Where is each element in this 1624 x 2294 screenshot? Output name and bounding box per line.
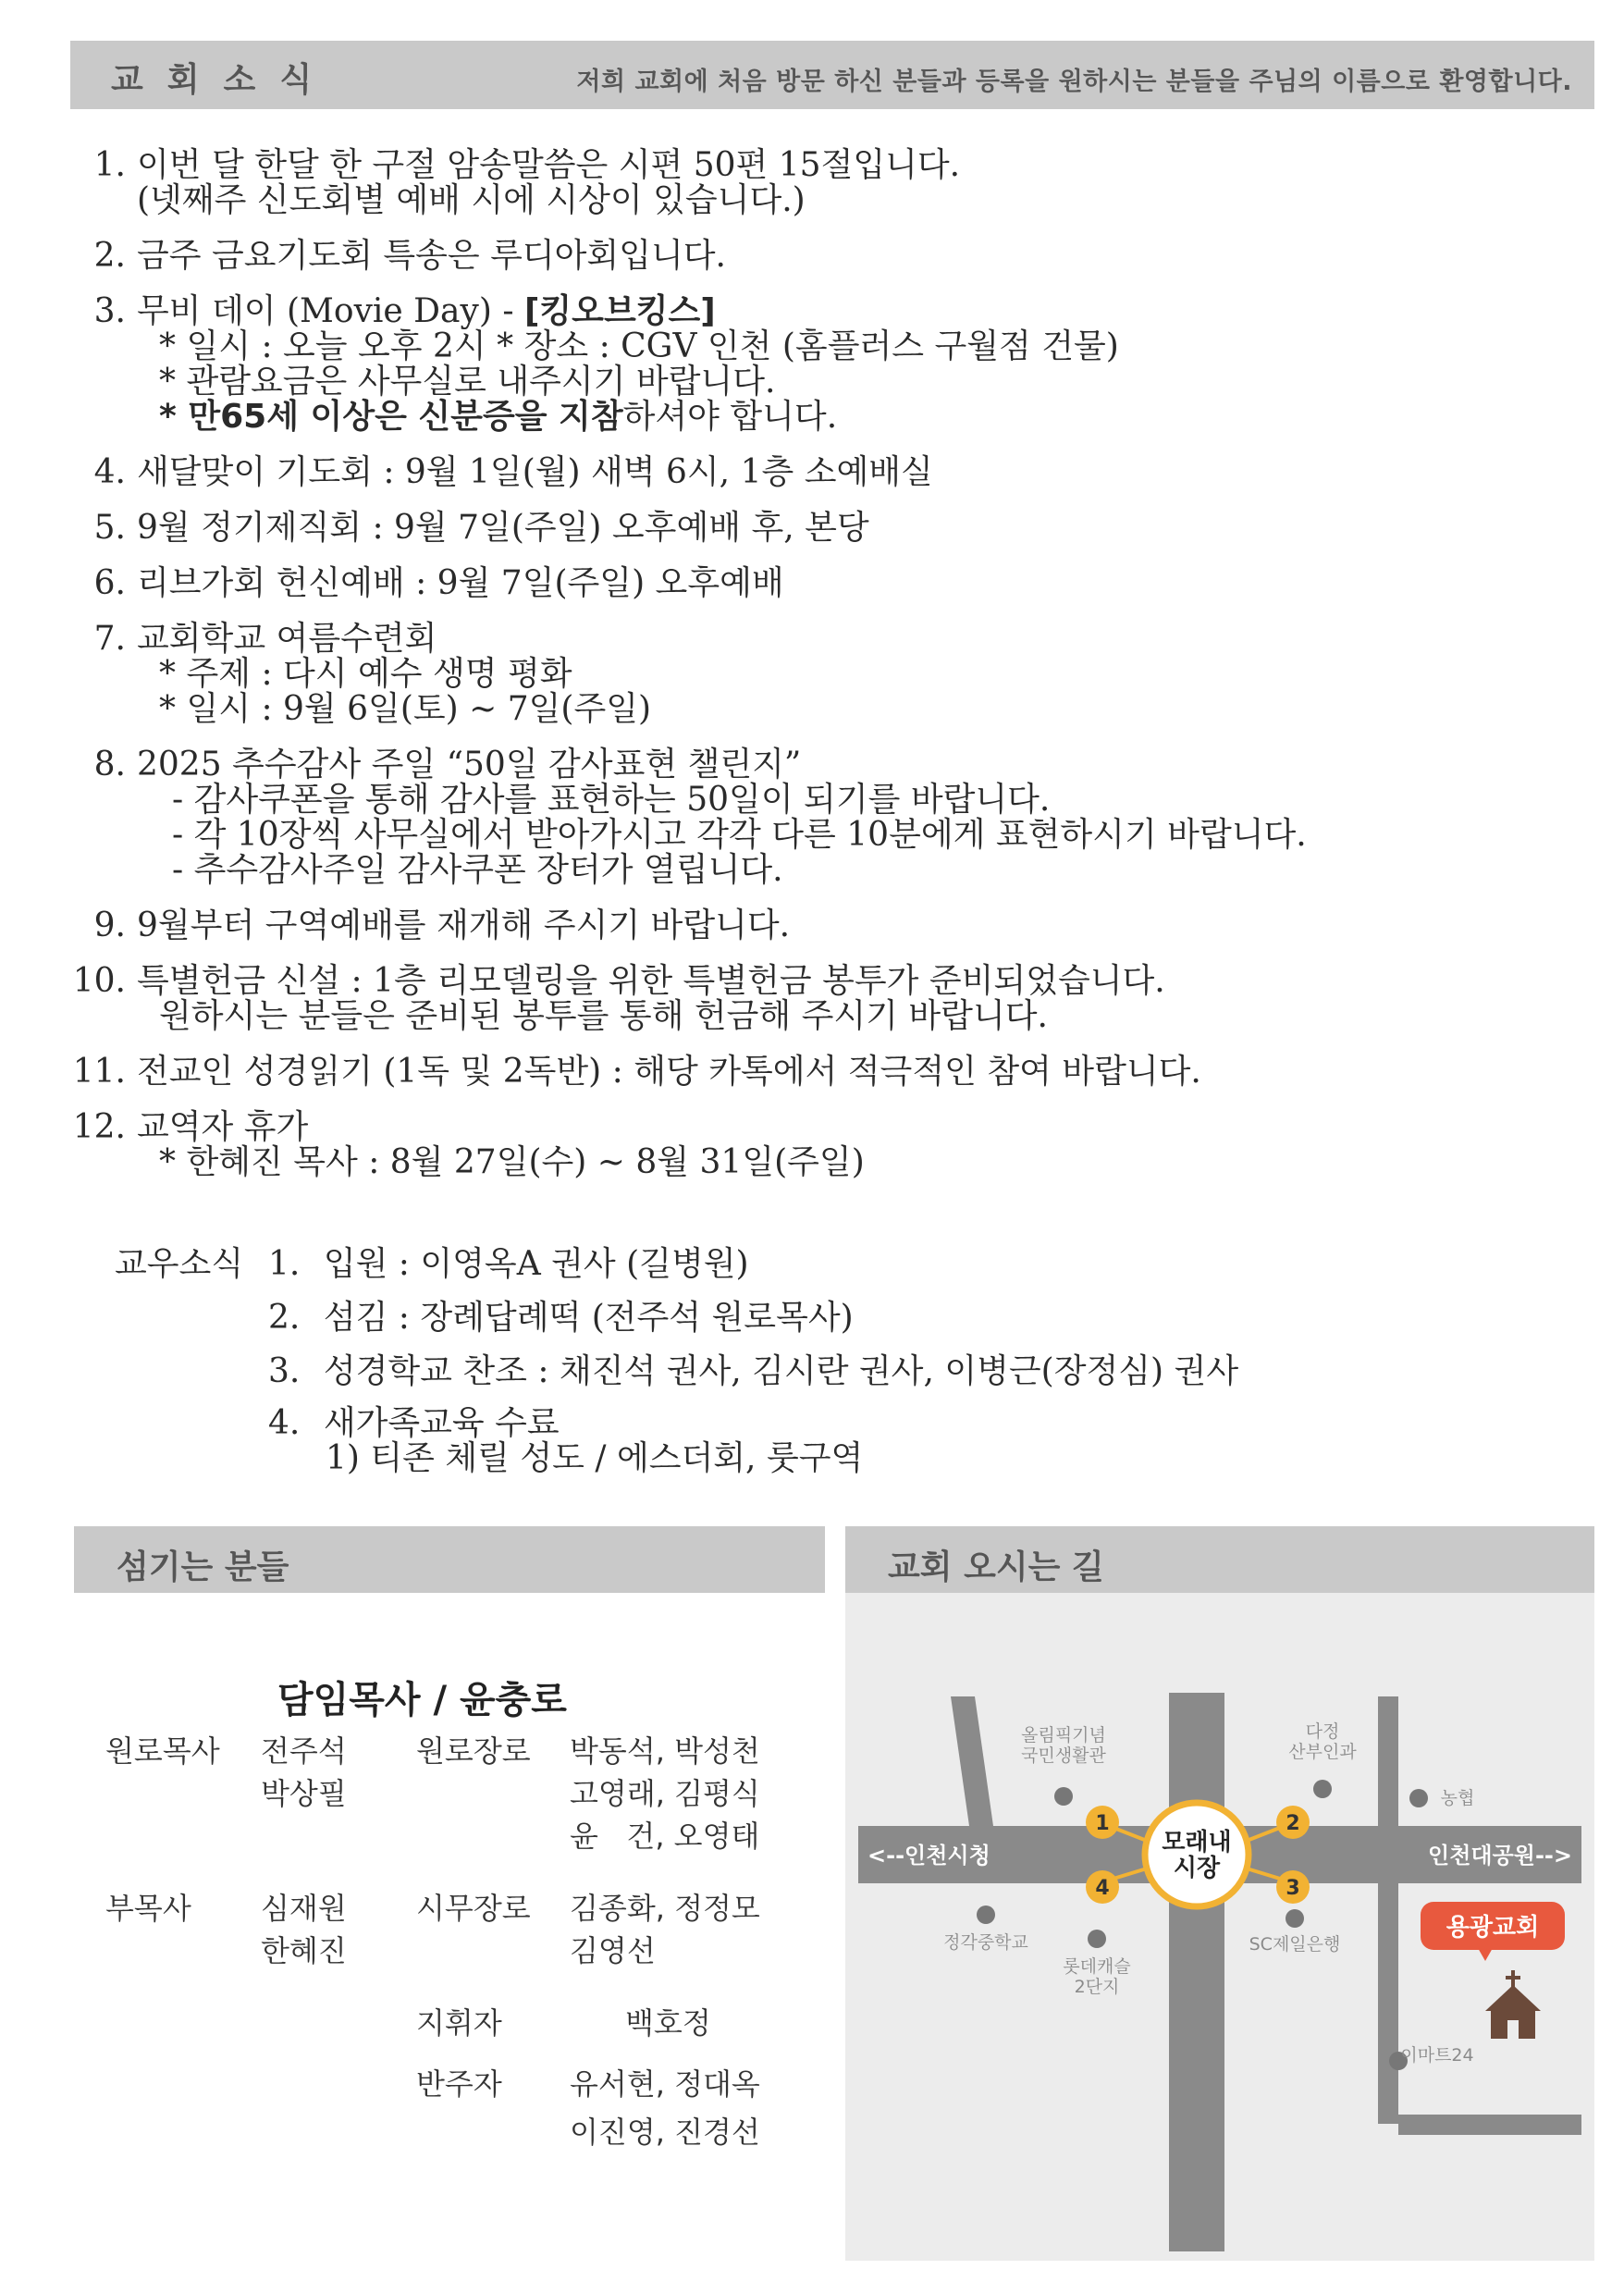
active-elder-names: 김영선 — [570, 1933, 656, 1968]
market-label-line1: 모래내 — [1162, 1829, 1232, 1856]
item-number: 10. — [72, 962, 126, 1000]
item-text: * 일시 : 오늘 오후 2시 * 장소 : CGV 인천 (홈플러스 구월점 건물) — [159, 327, 1119, 365]
associate-pastor-name: 한혜진 — [261, 1933, 347, 1968]
item-number: 2. — [93, 237, 126, 275]
accompanist-names: 유서현, 정대옥 — [570, 2066, 760, 2102]
item-text: 무비 데이 (Movie Day) - — [137, 292, 524, 330]
item-text: * 주제 : 다시 예수 생명 평화 — [159, 655, 572, 693]
senior-pastor: 담임목사 / 윤충로 — [277, 1679, 567, 1721]
item-text: 2025 추수감사 주일 “50일 감사표현 챌린지” — [137, 746, 802, 783]
landmark-lotte: 롯데캐슬 — [1063, 1956, 1131, 1977]
item-text: 하셔야 합니다. — [622, 398, 838, 436]
church-badge-pointer — [1478, 1948, 1493, 1961]
member-news-label: 교우소식 — [115, 1245, 244, 1283]
emeritus-elder-label: 원로장로 — [416, 1733, 531, 1769]
item-number: 2. — [268, 1299, 301, 1337]
item-number: 7. — [93, 620, 126, 658]
emeritus-elder-names: 윤 건, 오영태 — [570, 1819, 760, 1854]
marker-4-label: 4 — [1095, 1877, 1110, 1900]
item-text: * 일시 : 9월 6일(토) ~ 7일(주일) — [159, 690, 652, 728]
directions-header-bar — [845, 1526, 1594, 1593]
item-text: 전교인 성경읽기 (1독 및 2독반) : 해당 카톡에서 적극적인 참여 바랍니다. — [137, 1053, 1201, 1091]
item-text: - 각 10장씩 사무실에서 받아가시고 각각 다른 10분에게 표현하시기 바랍니다. — [172, 816, 1307, 854]
movie-title: [킹오브킹스] — [523, 292, 716, 330]
welcome-message: 저희 교회에 처음 방문 하신 분들과 등록을 원하시는 분들을 주님의 이름으로 환영합니다. — [576, 68, 1572, 96]
emeritus-pastor-name: 전주석 — [261, 1733, 347, 1769]
landmark-dot — [1286, 1909, 1304, 1928]
active-elder-label: 시무장로 — [416, 1891, 531, 1926]
landmark-dajeong: 다정 — [1305, 1721, 1340, 1742]
landmark-dot — [1088, 1930, 1106, 1948]
map-roads — [858, 1693, 1581, 2251]
landmark-olympic: 올림픽기념 — [1021, 1725, 1106, 1745]
item-number: 3. — [268, 1352, 301, 1390]
landmark-emart: 이마트24 — [1400, 2045, 1474, 2066]
item-text: (넷째주 신도회별 예배 시에 시상이 있습니다.) — [137, 181, 806, 219]
map-drawing — [845, 1593, 1594, 2261]
east-branch-road — [1398, 2115, 1581, 2135]
item-number: 9. — [93, 906, 126, 944]
item-number: 11. — [72, 1053, 126, 1091]
item-text: 이번 달 한달 한 구절 암송말씀은 시편 50편 15절입니다. — [137, 146, 961, 184]
landmark-dot — [1313, 1780, 1332, 1798]
item-number: 12. — [72, 1108, 126, 1146]
landmark-dot — [1409, 1789, 1428, 1807]
item-text: - 감사쿠폰을 통해 감사를 표현하는 50일이 되기를 바랍니다. — [172, 781, 1051, 819]
item-number: 5. — [93, 509, 126, 547]
item-number: 4. — [268, 1404, 301, 1442]
item-text-bold: * 만65세 이상은 신분증을 지참 — [159, 398, 623, 436]
associate-pastor-label: 부목사 — [105, 1891, 191, 1926]
item-text: 9월부터 구역예배를 재개해 주시기 바랍니다. — [137, 906, 791, 944]
member-news-item-4 — [268, 1406, 560, 1441]
member-news-item-4-sub: 1) 티존 체릴 성도 / 에스더회, 룻구역 — [326, 1439, 864, 1477]
directions-title: 교회 오시는 길 — [888, 1548, 1104, 1586]
news-header-bar — [70, 41, 1594, 109]
item-text: 성경학교 찬조 : 채진석 권사, 김시란 권사, 이병근(장정심) 권사 — [323, 1352, 1239, 1390]
landmark-sc: SC제일은행 — [1249, 1934, 1341, 1955]
item-text: 9월 정기제직회 : 9월 7일(주일) 오후예배 후, 본당 — [137, 509, 869, 547]
emeritus-pastor-label: 원로목사 — [105, 1733, 220, 1769]
item-text: 특별헌금 신설 : 1층 리모델링을 위한 특별헌금 봉투가 준비되었습니다. — [137, 962, 1165, 1000]
accompanist-names: 이진영, 진경선 — [570, 2115, 760, 2150]
directions-map — [845, 1593, 1594, 2261]
servants-title: 섬기는 분들 — [117, 1548, 289, 1586]
southeast-road — [1378, 1883, 1398, 2124]
item-number: 6. — [93, 564, 126, 602]
northwest-road — [951, 1696, 993, 1826]
accompanist-label: 반주자 — [416, 2066, 502, 2102]
church-icon-roof — [1485, 1985, 1541, 2011]
west-direction-label: <--인천시청 — [867, 1843, 990, 1868]
church-icon-door — [1507, 2020, 1519, 2039]
servants-header-bar — [74, 1526, 825, 1593]
emeritus-elder-names: 고영래, 김평식 — [570, 1776, 760, 1811]
item-text: 입원 : 이영옥A 권사 (길병원) — [323, 1245, 749, 1283]
item-text: - 추수감사주일 감사쿠폰 장터가 열립니다. — [172, 851, 783, 889]
marker-3-label: 3 — [1286, 1877, 1300, 1900]
item-text: * 관람요금은 사무실로 내주시기 바랍니다. — [159, 363, 776, 401]
conductor-name: 백호정 — [625, 2005, 711, 2041]
emeritus-elder-names: 박동석, 박성천 — [570, 1733, 760, 1769]
item-text: 교역자 휴가 — [137, 1108, 309, 1146]
member-news-item-2 — [268, 1301, 854, 1336]
church-icon — [1485, 1970, 1541, 2039]
conductor-label: 지휘자 — [416, 2005, 502, 2041]
member-news-item-3 — [268, 1354, 1238, 1389]
item-number: 4. — [93, 453, 126, 491]
item-text: * 한혜진 목사 : 8월 27일(수) ~ 8월 31일(주일) — [159, 1143, 865, 1181]
landmark-olympic-2: 국민생활관 — [1021, 1745, 1106, 1766]
item-text: 섬김 : 장례답례떡 (전주석 원로목사) — [323, 1299, 854, 1337]
landmark-lotte-2: 2단지 — [1074, 1977, 1120, 1997]
church-name: 용광교회 — [1446, 1914, 1540, 1942]
item-text: 교회학교 여름수련회 — [137, 620, 437, 658]
east-direction-label: 인천대공원--> — [1428, 1843, 1572, 1868]
item-number: 3. — [93, 292, 126, 330]
emeritus-pastor-name: 박상필 — [261, 1776, 347, 1811]
active-elder-names: 김종화, 정정모 — [570, 1891, 760, 1926]
news-title: 교회소식 — [111, 61, 337, 99]
landmark-jeonggak: 정각중학교 — [943, 1932, 1028, 1953]
northeast-road — [1378, 1696, 1398, 1826]
church-icon-cross-bar — [1506, 1976, 1520, 1980]
item-number: 1. — [93, 146, 126, 184]
center-road — [1169, 1693, 1224, 2251]
landmark-dajeong-2: 산부인과 — [1288, 1742, 1357, 1762]
landmark-dot — [1054, 1787, 1073, 1806]
landmark-nonghyup: 농협 — [1440, 1788, 1475, 1808]
member-news-item-1 — [268, 1247, 749, 1282]
marker-1-label: 1 — [1095, 1812, 1110, 1835]
associate-pastor-name: 심재원 — [261, 1891, 347, 1926]
item-text: 원하시는 분들은 준비된 봉투를 통해 헌금해 주시기 바랍니다. — [159, 997, 1048, 1035]
item-text: 새가족교육 수료 — [323, 1404, 560, 1442]
item-text: 금주 금요기도회 특송은 루디아회입니다. — [137, 237, 726, 275]
landmark-dot — [977, 1906, 995, 1924]
item-number: 8. — [93, 746, 126, 783]
item-text: 새달맞이 기도회 : 9월 1일(월) 새벽 6시, 1층 소예배실 — [137, 453, 933, 491]
market-label-line2: 시장 — [1173, 1855, 1221, 1882]
marker-2-label: 2 — [1286, 1812, 1300, 1835]
item-text: 리브가회 헌신예배 : 9월 7일(주일) 오후예배 — [137, 564, 784, 602]
item-number: 1. — [268, 1245, 301, 1283]
